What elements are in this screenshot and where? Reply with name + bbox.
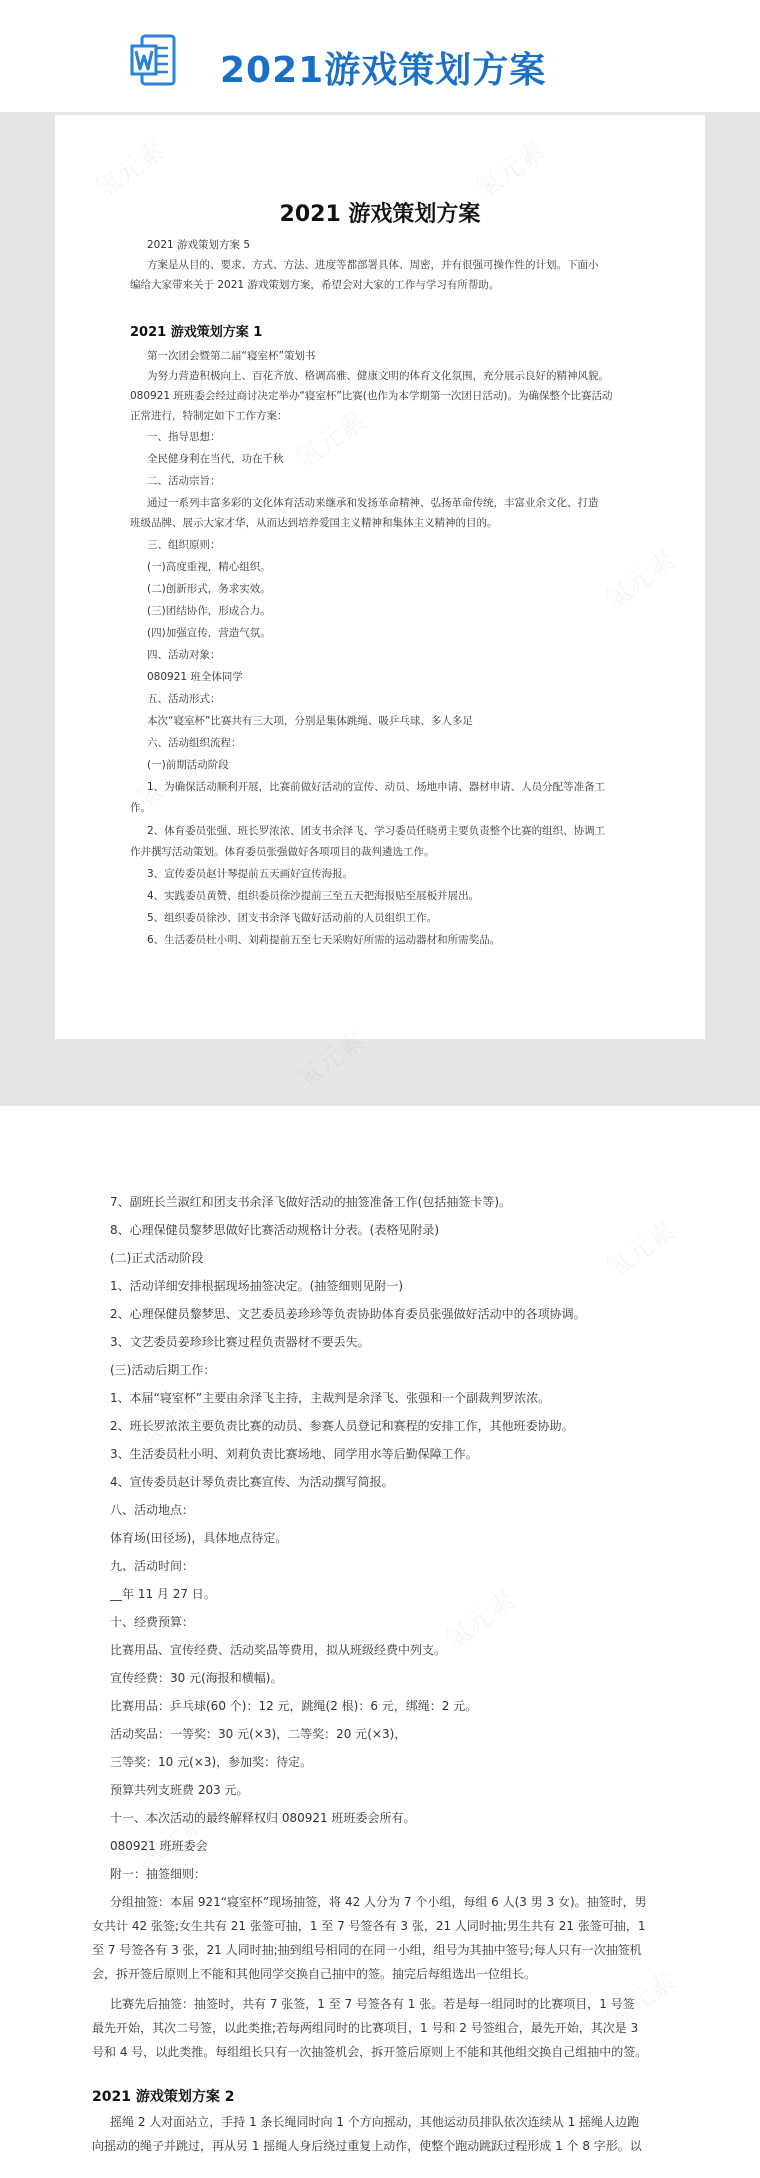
- doc-line: 三等奖：10 元(×3)，参加奖：待定。: [110, 1755, 313, 1769]
- doc-line: 分组抽签：本届 921“寝室杯”现场抽签，将 42 人分为 7 个小组，每组 6 人(3 男 3 女)。抽签时，男: [110, 1895, 647, 1909]
- doc-line: 2、心理保健员黎梦思、文艺委员姜珍珍等负责协助体育委员张强做好活动中的各项协调。: [110, 1307, 586, 1321]
- doc-line: 一、指导思想：: [147, 431, 221, 443]
- doc-line: 全民健身利在当代，功在千秋: [147, 453, 284, 465]
- doc-line: __年 11 月 27 日。: [110, 1587, 216, 1601]
- doc-line: 080921 班全体同学: [147, 671, 243, 683]
- doc-line: 女共计 42 张签;女生共有 21 张签可抽，1 至 7 号签各有 3 张，21 人同时抽;男生共有 21 张签可抽，1: [92, 1919, 646, 1933]
- doc-line: 号和 4 号，以此类推。每组组长只有一次抽签机会，拆开签后原则上不能和其他组交换自己组抽中的签。: [92, 2045, 648, 2059]
- doc-line: (二)创新形式，务求实效。: [147, 583, 271, 595]
- doc-line: 1、为确保活动顺利开展，比赛前做好活动的宣传、动员、场地申请、器材申请、人员分配等准备工: [147, 781, 606, 793]
- doc-line: 比赛用品：乒乓球(60 个)：12 元，跳绳(2 根)：6 元，绑绳：2 元。: [110, 1699, 478, 1713]
- doc-line: 附一：抽签细则：: [110, 1867, 207, 1881]
- doc-line: 本次“寝室杯”比赛共有三大项，分别是集体跳绳、吸乒乓球、多人多足: [147, 715, 473, 727]
- doc-line: 1、本届“寝室杯”主要由余泽飞主持，主裁判是余泽飞、张强和一个副裁判罗浓浓。: [110, 1391, 551, 1405]
- doc-line: 2021 游戏策划方案 5: [147, 239, 251, 251]
- doc-line: (三)团结协作，形成合力。: [147, 605, 271, 617]
- word-document-icon: [130, 34, 176, 86]
- document-page-1: [55, 115, 705, 1039]
- doc-line: 正常进行，特制定如下工作方案：: [130, 410, 288, 422]
- doc-line: 1、活动详细安排根据现场抽签决定。(抽签细则见附一): [110, 1279, 404, 1293]
- doc-line: 3、文艺委员姜珍珍比赛过程负责器材不要丢失。: [110, 1335, 370, 1349]
- doc-line: 3、生活委员杜小明、刘莉负责比赛场地、同学用水等后勤保障工作。: [110, 1447, 478, 1461]
- doc-line: 7、副班长兰淑红和团支书余泽飞做好活动的抽签准备工作(包括抽签卡等)。: [110, 1195, 512, 1209]
- doc-line: 方案是从目的、要求、方式、方法、进度等都部署具体、周密，并有很强可操作性的计划。下面小: [147, 259, 599, 271]
- doc-line: 5、组织委员徐沙、团支书余泽飞做好活动前的人员组织工作。: [147, 912, 438, 924]
- doc-line: 六、活动组织流程：: [147, 737, 242, 749]
- doc-line: 4、实践委员黄赞、组织委员徐沙提前三至五天把海报贴至展板并展出。: [147, 890, 480, 902]
- doc-line: 3、宣传委员赵计琴提前五天画好宣传海报。: [147, 868, 354, 880]
- doc-line: 6、生活委员杜小明、刘莉提前五至七天采购好所需的运动器材和所需奖品。: [147, 934, 501, 946]
- doc-line: 2、体育委员张强、班长罗浓浓、团支书余泽飞、学习委员任晓勇主要负责整个比赛的组织、协调工: [147, 825, 606, 837]
- doc-line: (一)前期活动阶段: [147, 759, 229, 771]
- doc-line: 五、活动形式：: [147, 693, 221, 705]
- doc-line: 作。: [130, 802, 151, 814]
- doc-line: 最先开始，其次二号签，以此类推;若每两组同时的比赛项目，1 号和 2 号签组合，最先开始，其次是 3: [92, 2021, 639, 2035]
- doc-line: 摇绳 2 人对面站立，手持 1 条长绳同时向 1 个方向摇动，其他运动员排队依次连续从 1 摇绳人边跑: [110, 2115, 640, 2129]
- doc-line: 向摇动的绳子并跳过，再从另 1 摇绳人身后绕过重复上动作，使整个跑动跳跃过程形成 1 个 8 字形。以: [92, 2139, 642, 2153]
- doc-line: 080921 班班委会: [110, 1839, 208, 1853]
- doc-line: 八、活动地点：: [110, 1503, 195, 1517]
- section-heading: 2021 游戏策划方案 1: [130, 325, 263, 340]
- doc-line: (二)正式活动阶段: [110, 1251, 204, 1265]
- doc-line: 二、活动宗旨：: [147, 475, 221, 487]
- doc-line: (三)活动后期工作：: [110, 1363, 216, 1377]
- doc-line: 第一次团会暨第二届“寝室杯”策划书: [147, 350, 316, 362]
- doc-line: 预算共列支班费 203 元。: [110, 1783, 249, 1797]
- doc-line: 比赛先后抽签：抽签时，共有 7 张签，1 至 7 号签各有 1 张。若是每一组同时的比赛项目，1 号签: [110, 1997, 635, 2011]
- doc-line: 班级品牌、展示大家才华，从而达到培养爱国主义精神和集体主义精神的目的。: [130, 517, 498, 529]
- document-title: 2021 游戏策划方案: [279, 202, 481, 227]
- doc-line: 至 7 号签各有 3 张，21 人同时抽;抽到组号相同的在同一小组，组号为其抽中签号;每人只有一次抽签机: [92, 1943, 642, 1957]
- banner: [0, 0, 760, 120]
- doc-line: 2、班长罗浓浓主要负责比赛的动员、参赛人员登记和赛程的安排工作，其他班委协助。: [110, 1419, 574, 1433]
- banner-title: 2021游戏策划方案: [220, 50, 547, 91]
- doc-line: 宣传经费：30 元(海报和横幅)。: [110, 1671, 283, 1685]
- doc-line: 作并撰写活动策划。体育委员张强做好各项项目的裁判遴选工作。: [130, 846, 435, 858]
- doc-line: 8、心理保健员黎梦思做好比赛活动规格计分表。(表格见附录): [110, 1223, 440, 1237]
- document-page-2: [0, 1106, 760, 2178]
- doc-line: 比赛用品、宣传经费、活动奖品等费用，拟从班级经费中列支。: [110, 1643, 447, 1657]
- doc-line: (一)高度重视，精心组织。: [147, 561, 271, 573]
- doc-line: 活动奖品：一等奖：30 元(×3)，二等奖：20 元(×3)，: [110, 1727, 407, 1741]
- doc-line: 会，拆开签后原则上不能和其他同学交换自己抽中的签。抽完后每组选出一位组长。: [92, 1967, 537, 1981]
- doc-line: 九、活动时间：: [110, 1559, 195, 1573]
- doc-line: 体育场(田径场)，具体地点待定。: [110, 1531, 288, 1545]
- doc-line: 为努力营造积极向上、百花齐放、格调高雅、健康文明的体育文化氛围，充分展示良好的精神风貌。: [147, 370, 609, 382]
- doc-line: 编给大家带来关于 2021 游戏策划方案，希望会对大家的工作与学习有所帮助。: [130, 279, 500, 291]
- doc-line: 四、活动对象：: [147, 649, 221, 661]
- doc-line: 十、经费预算：: [110, 1615, 195, 1629]
- doc-line: (四)加强宣传，营造气氛。: [147, 627, 271, 639]
- doc-line: 通过一系列丰富多彩的文化体育活动来继承和发扬革命精神、弘扬革命传统，丰富业余文化、打造: [147, 497, 599, 509]
- doc-line: 4、宣传委员赵计琴负责比赛宣传、为活动撰写简报。: [110, 1475, 394, 1489]
- doc-line: 十一、本次活动的最终解释权归 080921 班班委会所有。: [110, 1811, 416, 1825]
- doc-line: 080921 班班委会经过商讨决定举办“寝室杯”比赛(也作为本学期第一次团日活动)。为确保整个比赛活动: [130, 390, 613, 402]
- doc-line: 三、组织原则：: [147, 539, 221, 551]
- section-heading: 2021 游戏策划方案 2: [92, 2089, 235, 2105]
